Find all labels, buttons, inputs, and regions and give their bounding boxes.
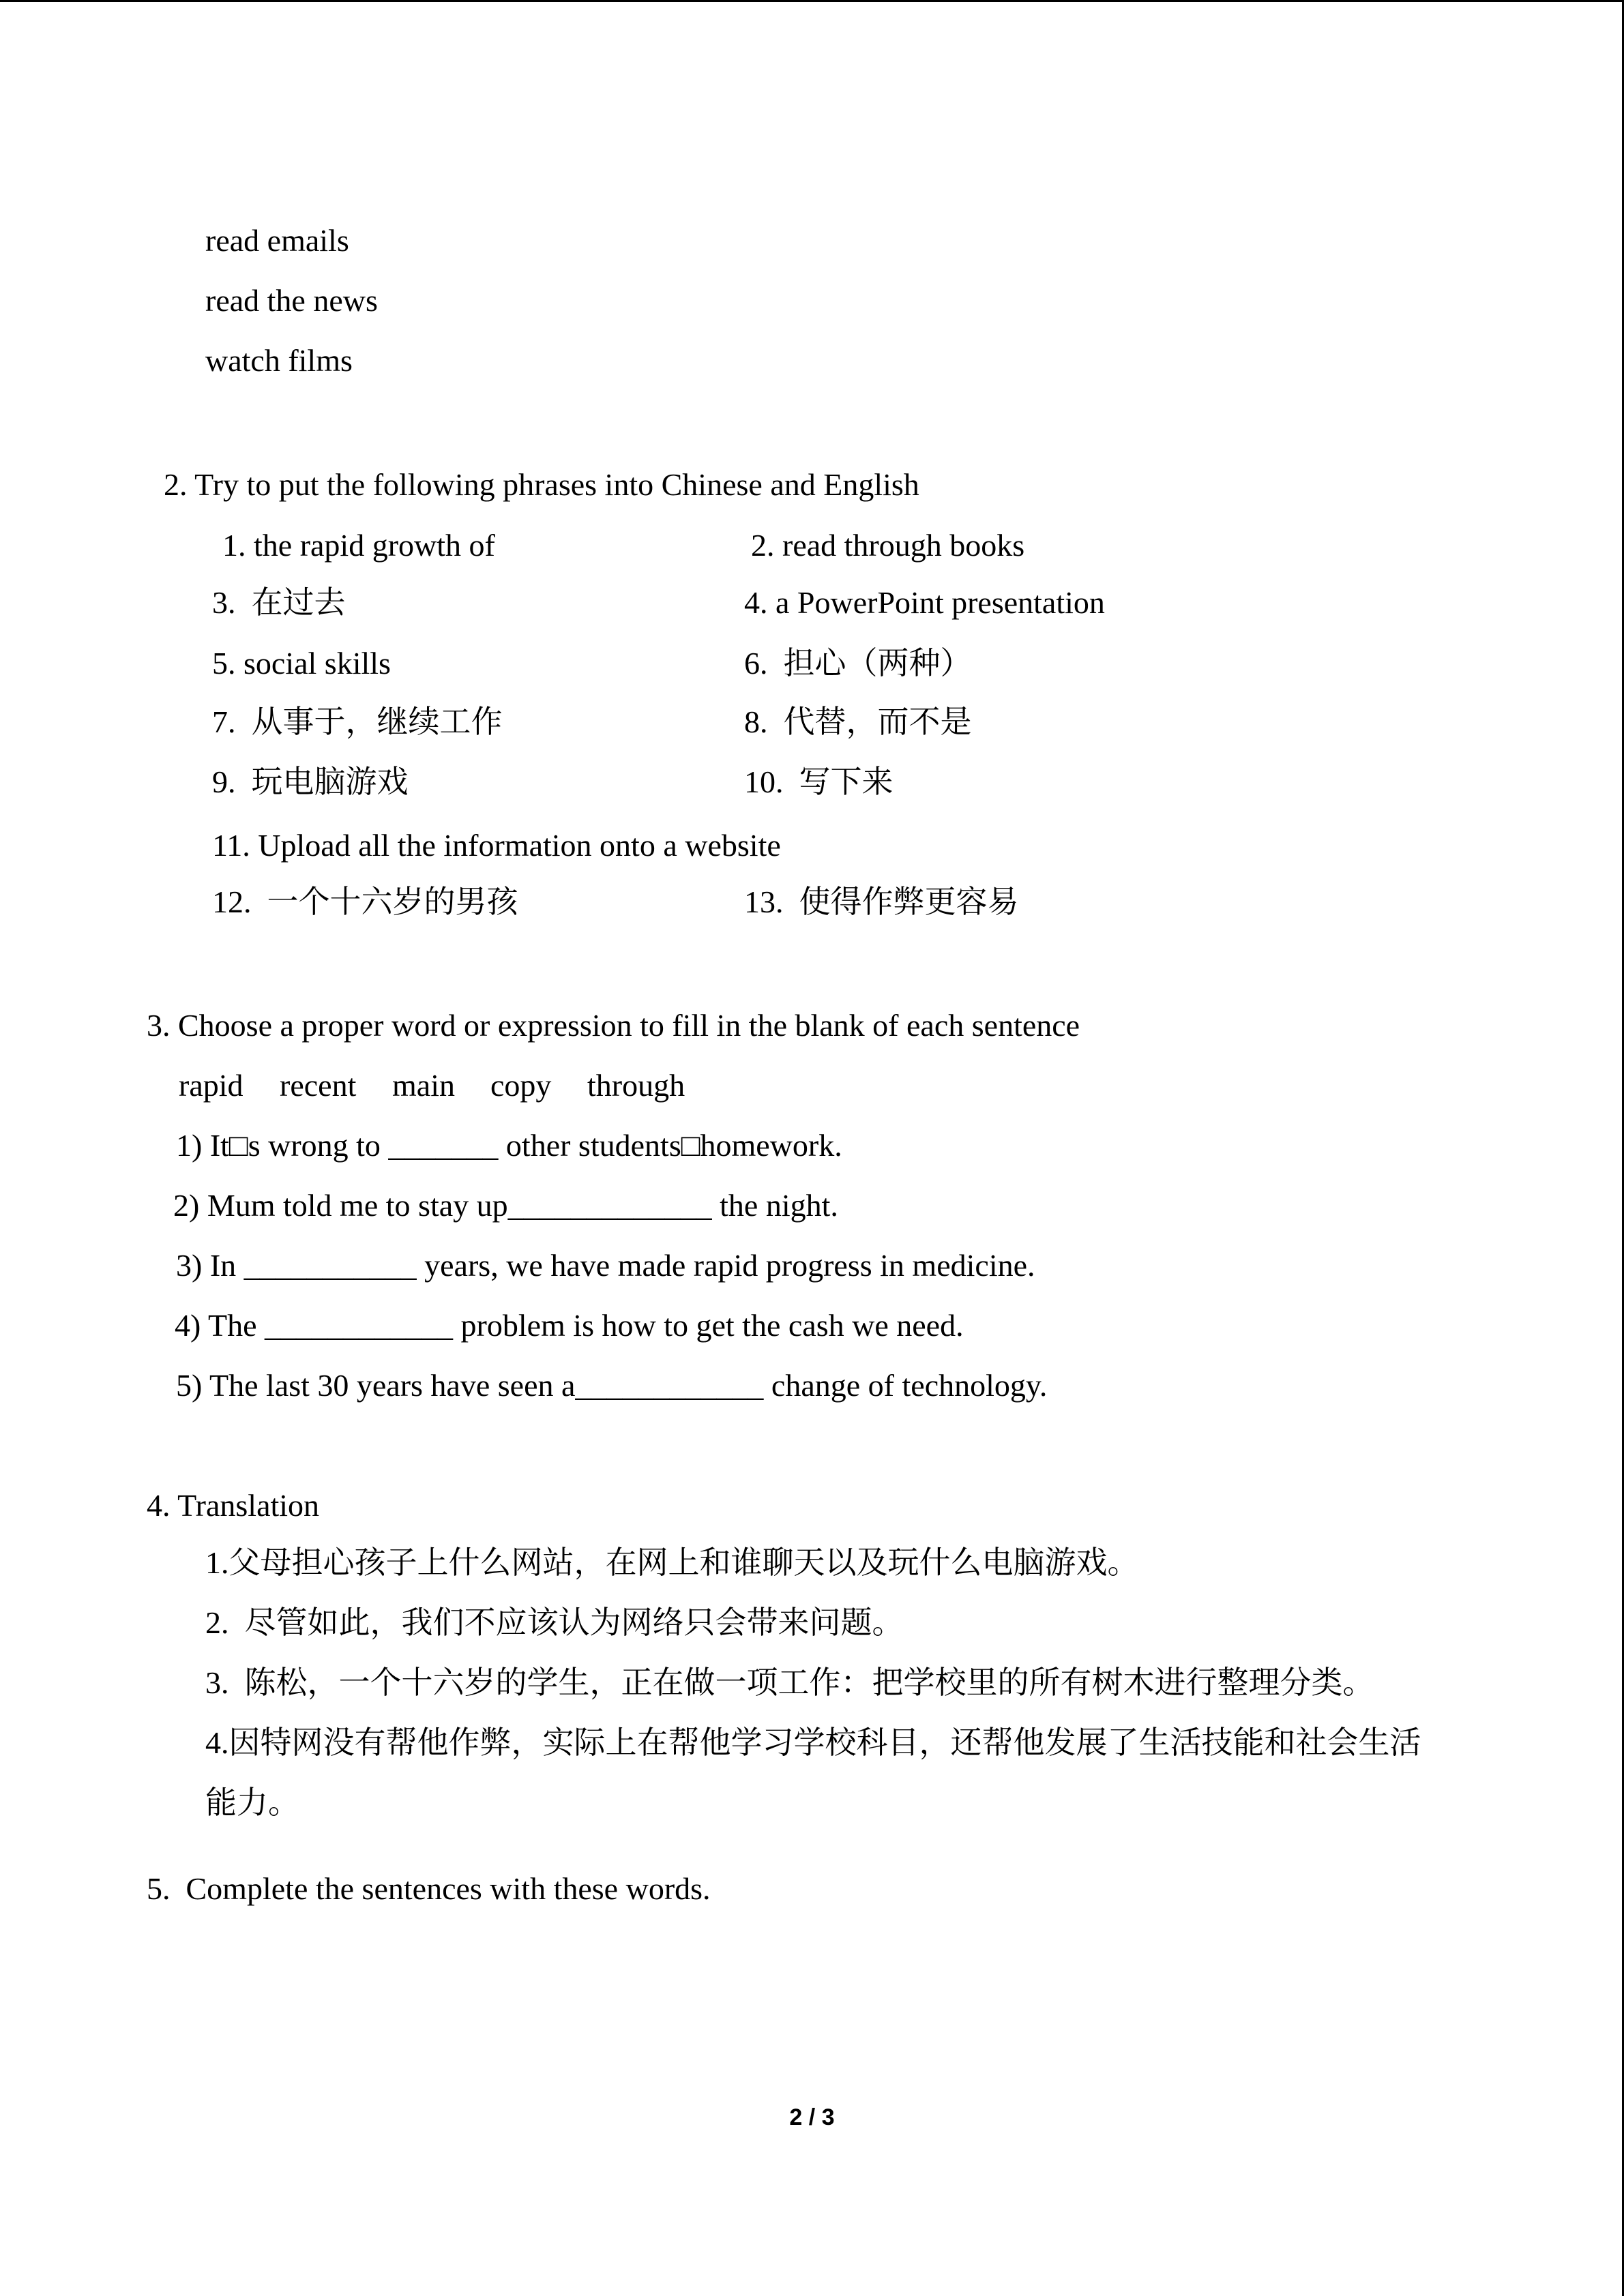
phrase-item: 12. 一个十六岁的男孩: [212, 884, 518, 919]
activity-item: read the news: [205, 283, 378, 318]
word-bank-item: recent: [280, 1068, 357, 1103]
phrase-item: 2. read through books: [751, 528, 1025, 563]
translation-item: 2. 尽管如此，我们不应该认为网络只会带来问题。: [205, 1605, 904, 1640]
phrase-item: 7. 从事于，继续工作: [212, 704, 503, 739]
phrase-item: 10. 写下来: [744, 764, 894, 799]
phrase-item: 8. 代替，而不是: [744, 704, 972, 739]
word-bank-item: main: [392, 1068, 455, 1103]
fill-blank-sentence: 1) It□s wrong to _______ other students□homework.: [176, 1128, 842, 1163]
fill-blank-sentence: 3) In ___________ years, we have made rapid progress in medicine.: [176, 1248, 1035, 1283]
fill-blank-sentence: 4) The ____________ problem is how to get the cash we need.: [175, 1308, 964, 1343]
page-number: 2 / 3: [789, 2104, 835, 2130]
word-bank-item: rapid: [179, 1068, 243, 1103]
activity-item: read emails: [205, 223, 349, 258]
phrase-item: 11. Upload all the information onto a website: [212, 828, 781, 863]
fill-blank-sentence: 5) The last 30 years have seen a____________ change of technology.: [176, 1368, 1048, 1403]
section-4-heading: 4. Translation: [147, 1488, 320, 1523]
translation-item: 1.父母担心孩子上什么网站，在网上和谁聊天以及玩什么电脑游戏。: [205, 1545, 1139, 1580]
translation-item: 3. 陈松，一个十六岁的学生，正在做一项工作：把学校里的所有树木进行整理分类。: [205, 1665, 1374, 1700]
section-3-heading: 3. Choose a proper word or expression to fill in the blank of each sentence: [147, 1008, 1080, 1043]
phrase-item: 5. social skills: [212, 646, 391, 681]
translation-item: 4.因特网没有帮他作弊，实际上在帮他学习学校科目，还帮他发展了生活技能和社会生活能力。: [205, 1725, 1421, 1820]
activity-item: watch films: [205, 343, 353, 378]
phrase-item: 6. 担心（两种）: [744, 646, 972, 681]
section-2-heading: 2. Try to put the following phrases into Chinese and English: [164, 467, 919, 502]
phrase-item: 9. 玩电脑游戏: [212, 764, 409, 799]
word-bank-item: copy: [490, 1068, 552, 1103]
phrase-item: 13. 使得作弊更容易: [744, 884, 1019, 919]
phrase-item: 1. the rapid growth of: [222, 528, 495, 563]
phrase-item: 3. 在过去: [212, 585, 346, 620]
phrase-item: 4. a PowerPoint presentation: [744, 585, 1105, 620]
fill-blank-sentence: 2) Mum told me to stay up_____________ the night.: [173, 1188, 838, 1223]
word-bank-item: through: [587, 1068, 685, 1103]
section-5-heading: 5. Complete the sentences with these words.: [147, 1871, 711, 1906]
